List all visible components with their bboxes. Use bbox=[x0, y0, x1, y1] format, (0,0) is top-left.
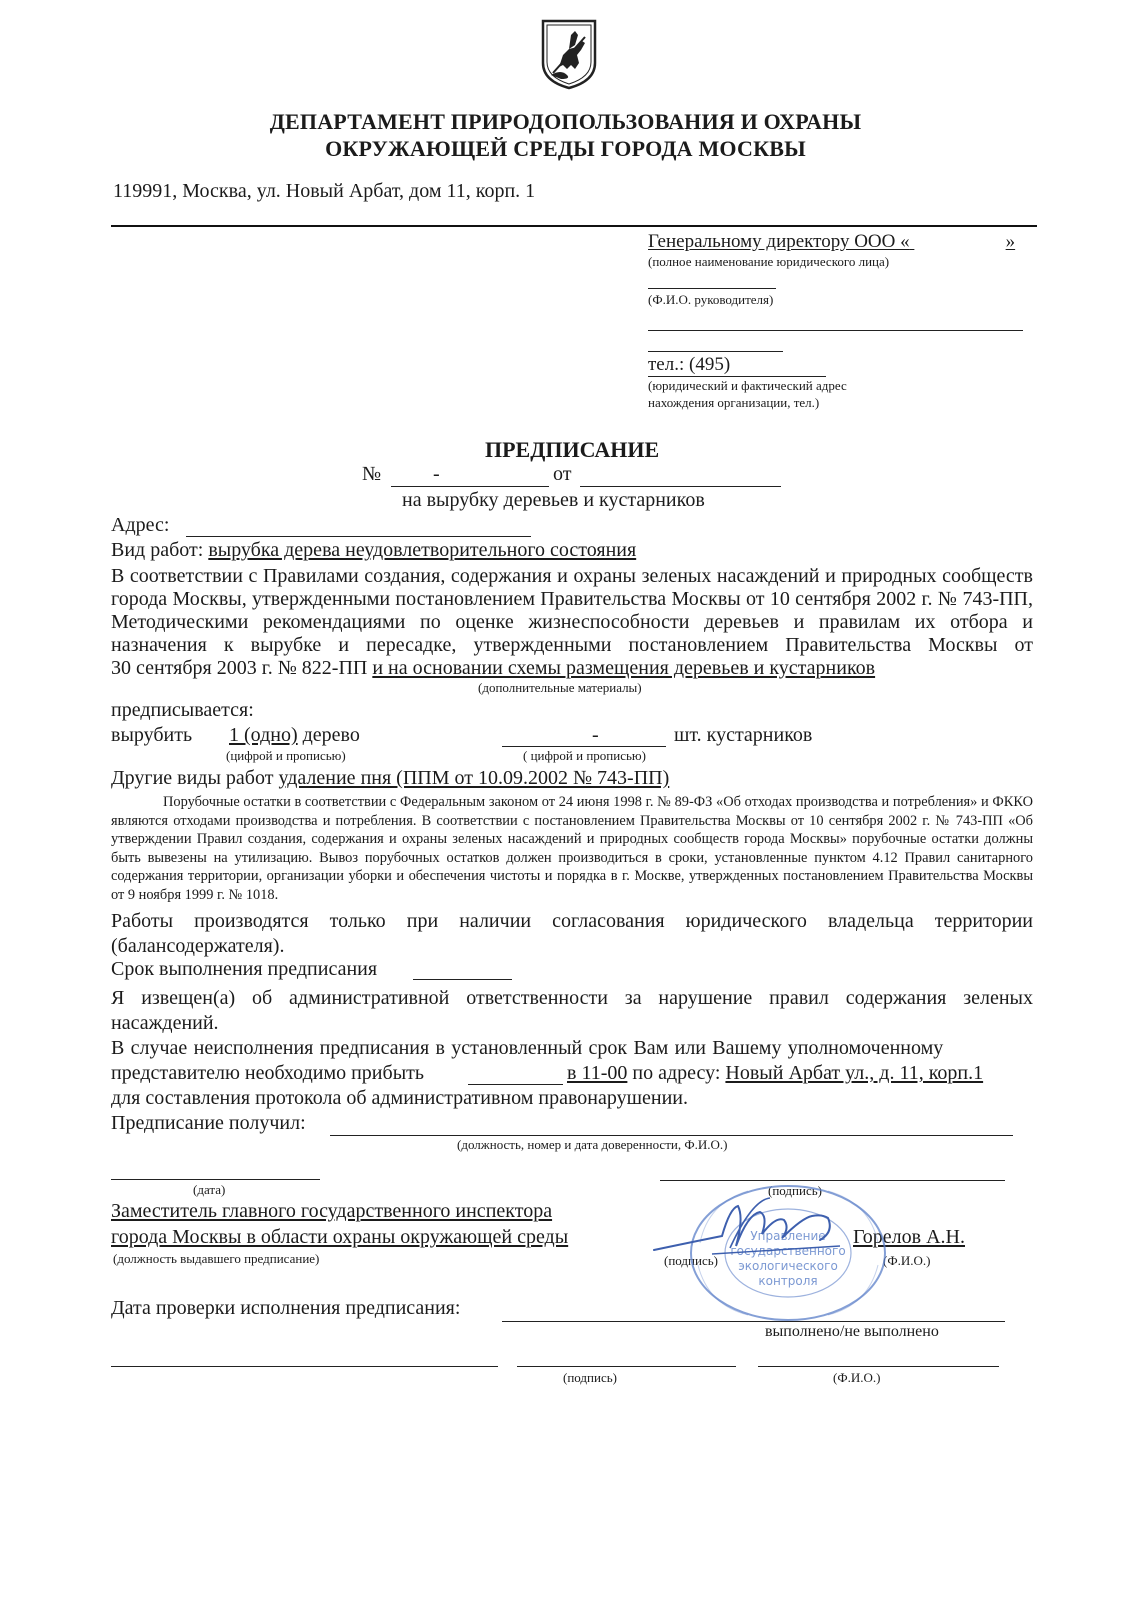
document-title: ПРЕДПИСАНИЕ bbox=[485, 437, 660, 462]
recipient-caption-address2: нахождения организации, тел.) bbox=[648, 395, 820, 410]
shrubs-count-value: - bbox=[592, 724, 599, 746]
basis-caption: (дополнительные материалы) bbox=[478, 680, 642, 695]
issuer-signature bbox=[652, 1188, 852, 1268]
moscow-coat-of-arms-icon bbox=[541, 19, 597, 90]
verification-label: Дата проверки исполнения предписания: bbox=[111, 1297, 461, 1319]
verification-status: выполнено/не выполнено bbox=[765, 1323, 939, 1340]
recipient-director-label: Генеральному директору ООО « bbox=[648, 231, 910, 252]
stamp-text-line1: Управление bbox=[750, 1229, 826, 1243]
owner-consent-paragraph: Работы производятся только при наличии согласования юридического владельца территории (балансодержателя). bbox=[111, 910, 1033, 957]
failure-line3: для составления протокола об административном правонарушении. bbox=[111, 1087, 688, 1109]
failure-date-field bbox=[468, 1084, 563, 1085]
recipient-phone-line bbox=[648, 376, 826, 377]
liability-paragraph: Я извещен(а) об административной ответственности за нарушение правил содержания зеленых насаждений. bbox=[111, 987, 1033, 1034]
cut-label: вырубить bbox=[111, 724, 193, 746]
failure-line1: В случае неисполнения предписания в установленный срок Вам или Вашему уполномоченному bbox=[111, 1037, 944, 1059]
verification-signature-field bbox=[517, 1366, 736, 1367]
failure-address: Новый Арбат ул., д. 11, корп.1 bbox=[725, 1062, 984, 1084]
failure-time-row bbox=[567, 1062, 983, 1085]
prescribed-label: предписывается: bbox=[111, 699, 254, 721]
other-work-label: Другие виды работ bbox=[111, 767, 274, 789]
trees-count-value: 1 (одно) bbox=[229, 724, 298, 746]
receipt-field bbox=[330, 1135, 1013, 1136]
number-label: № bbox=[362, 463, 382, 485]
recipient-address-line2 bbox=[648, 351, 783, 352]
work-type-value: вырубка дерева неудовлетворительного состояния bbox=[208, 539, 637, 561]
issuer-position-caption: (должность выдавшего предписание) bbox=[113, 1251, 320, 1266]
recipient-caption-manager: (Ф.И.О. руководителя) bbox=[648, 292, 774, 307]
recipient-manager-line bbox=[648, 288, 776, 289]
deadline-label: Срок выполнения предписания bbox=[111, 958, 378, 980]
other-work-row bbox=[111, 767, 669, 790]
issuer-name: Горелов А.Н. bbox=[853, 1226, 965, 1248]
basis-additional-materials: и на основании схемы размещения деревьев и кустарников bbox=[372, 657, 876, 679]
stamp-text-line3: экологического bbox=[738, 1259, 838, 1273]
date-field bbox=[580, 486, 781, 487]
address-field bbox=[186, 536, 531, 537]
address-label: Адрес: bbox=[111, 514, 170, 536]
recipient-quote-close: » bbox=[1005, 231, 1016, 252]
basis-paragraph: В соответствии с Правилами создания, содержания и охраны зеленых насаждений и природных сообществ города Москвы, утвержденными постановлением Правительства Москвы от 10 сентября 2002 г. № 743-ПП, Методическими рекомендациями по оценке жизнеспособности деревьев и правилам их отбора и назначения к вырубке и пересадке, утвержденными постановлением Правительства Москвы от bbox=[111, 565, 1033, 656]
failure-address-label: по адресу: bbox=[632, 1062, 721, 1084]
shrubs-caption: ( цифрой и прописью) bbox=[523, 748, 646, 763]
recipient-line1 bbox=[648, 231, 1015, 253]
receipt-date-field bbox=[111, 1179, 320, 1180]
date-label: от bbox=[553, 463, 572, 485]
trees-caption: (цифрой и прописью) bbox=[226, 748, 346, 763]
receipt-signature-caption: (подпись) bbox=[768, 1183, 822, 1198]
department-address: 119991, Москва, ул. Новый Арбат, дом 11, корп. 1 bbox=[113, 180, 536, 202]
document-subtitle: на вырубку деревьев и кустарников bbox=[402, 489, 705, 511]
recipient-caption-company: (полное наименование юридического лица) bbox=[648, 254, 890, 269]
stamp-text-line2: государственного bbox=[730, 1244, 846, 1258]
recipient-company-blank bbox=[910, 231, 1006, 253]
recipient-phone: тел.: (495) bbox=[648, 354, 731, 375]
trees-unit: дерево bbox=[302, 724, 360, 746]
receipt-label: Предписание получил: bbox=[111, 1112, 306, 1134]
number-dash: - bbox=[433, 463, 440, 485]
basis-last-line bbox=[111, 657, 875, 680]
recipient-caption-address1: (юридический и фактический адрес bbox=[648, 378, 847, 393]
department-name-line2: ОКРУЖАЮЩЕЙ СРЕДЫ ГОРОДА МОСКВЫ bbox=[325, 136, 806, 161]
trees-count bbox=[229, 724, 360, 747]
recipient-address-line1 bbox=[648, 330, 1023, 331]
receipt-date-caption: (дата) bbox=[193, 1182, 226, 1197]
department-name-line1: ДЕПАРТАМЕНТ ПРИРОДОПОЛЬЗОВАНИЯ И ОХРАНЫ bbox=[269, 109, 862, 134]
receipt-signature-field bbox=[660, 1180, 1005, 1181]
verification-field-left bbox=[111, 1366, 498, 1367]
stamp-text-line4: контроля bbox=[758, 1274, 818, 1288]
receipt-caption: (должность, номер и дата доверенности, Ф.И.О.) bbox=[457, 1137, 728, 1152]
verification-name-field bbox=[758, 1366, 999, 1367]
issuer-name-caption: (Ф.И.О.) bbox=[883, 1253, 931, 1268]
basis-resolution: 30 сентября 2003 г. № 822-ПП bbox=[111, 657, 368, 679]
verification-signature-caption: (подпись) bbox=[563, 1370, 617, 1385]
verification-name-caption: (Ф.И.О.) bbox=[833, 1370, 881, 1385]
deadline-field bbox=[413, 979, 512, 980]
issuer-position-line2: города Москвы в области охраны окружающей среды bbox=[111, 1226, 569, 1248]
other-work-value: удаление пня (ППМ от 10.09.2002 № 743-ПП) bbox=[278, 767, 670, 789]
failure-time: в 11-00 bbox=[567, 1062, 628, 1084]
shrubs-field bbox=[502, 746, 666, 747]
issuer-signature-caption: (подпись) bbox=[664, 1253, 718, 1268]
work-type-label: Вид работ: bbox=[111, 539, 204, 561]
residues-paragraph: Порубочные остатки в соответствии с Федеральным законом от 24 июня 1998 г. № 89-ФЗ «Об отходах производства и потребления» и ФККО являются отходами производства и потребления. В соответствии с постановлением Правительства Москвы от 10 сентября 2002 г. № 743-ПП «Об утверждении Правил создания, содержания и охраны зеленых насаждений и природных сообществ города Москвы» порубочные остатки должны быть вывезены на утилизацию. Вывоз порубочных остатков должен производиться в сроки, установленные пунктом 4.12 Правил санитарного содержания территории, организации уборки и обеспечения чистоты и порядка в г. Москве, утвержденных постановлением Правительства Москвы от 9 ноября 1999 г. № 1018. bbox=[111, 794, 1033, 903]
header-divider bbox=[111, 225, 1037, 227]
work-type-row bbox=[111, 539, 636, 562]
number-field bbox=[391, 486, 549, 487]
issuer-position-line1: Заместитель главного государственного инспектора bbox=[111, 1200, 553, 1222]
verification-field bbox=[502, 1321, 1005, 1322]
failure-line2-prefix: представителю необходимо прибыть bbox=[111, 1062, 424, 1084]
shrubs-unit: шт. кустарников bbox=[674, 724, 813, 746]
